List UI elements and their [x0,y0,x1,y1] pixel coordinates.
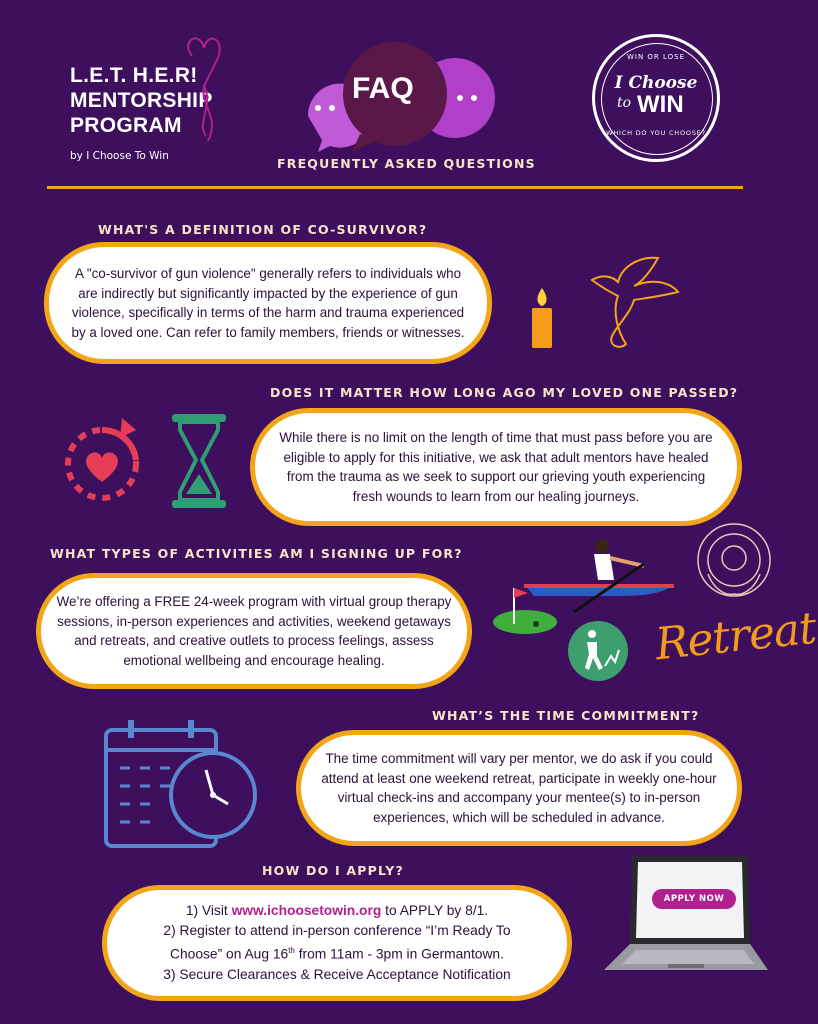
meditation-icon [696,514,776,604]
apply-steps [163,901,510,985]
question-time-passed: DOES IT MATTER HOW LONG AGO MY LOVED ONE PASSED? [270,385,739,400]
laptop-icon [600,852,770,980]
heart-script-icon [180,26,230,146]
question-time-commitment: WHAT’S THE TIME COMMITMENT? [432,708,700,723]
apply-step-2a: 2) Register to attend in-person conference “I’m Ready To [163,923,511,939]
brand-title: L.E.T. H.E.R! MENTORSHIP PROGRAM [70,64,213,137]
golf-icon [492,582,558,636]
faq-label: FAQ [352,72,414,105]
answer-time-passed: While there is no limit on the length of time that must pass before you are eligible to apply for this initiative, we ask that adult mentors have healed from the trauma as we seek to support our grieving youth experiencing fresh wounds to learn from our healing journeys. [250,408,742,526]
apply-step-1: 1) Visit www.ichoosetowin.org to APPLY by 8/1. [185,903,489,919]
question-how-to-apply: HOW DO I APPLY? [262,863,404,878]
divider [47,186,743,189]
question-activities: WHAT TYPES OF ACTIVITIES AM I SIGNING UP FOR? [50,546,463,561]
question-co-survivor: WHAT'S A DEFINITION OF CO-SURVIVOR? [98,222,428,237]
retreat-script: Retreat [652,602,818,671]
clock-icon [166,748,260,842]
faq-subtitle: FREQUENTLY ASKED QUESTIONS [277,156,536,171]
apply-step-3: 3) Secure Clearances & Receive Acceptance Notification [163,966,511,982]
brand-subtitle: by I Choose To Win [70,150,169,162]
answer-time-commitment: The time commitment will vary per mentor, we do ask if you could attend at least one weekend retreat, participate in weekly one-hour virtual check-ins and accompany your mentee(s) to in-person experiences, which will be scheduled in advance. [296,730,742,846]
candle-icon [527,286,557,350]
apply-step-2b: Choose” on Aug 16th from 11am - 3pm in Germantown. [170,946,504,962]
heart-cycle-icon [58,416,150,508]
answer-how-to-apply [102,885,572,1001]
answer-co-survivor: A "co-survivor of gun violence" generally refers to individuals who are indirectly but significantly impacted by the experience of gun violence, specifically in terms of the harm and trauma experienced by a loved one. Can refer to family members, friends or witnesses. [44,242,492,364]
website-link[interactable]: www.ichoosetowin.org [231,903,382,919]
answer-activities: We’re offering a FREE 24-week program with virtual group therapy sessions, in-person experiences and activities, weekend getaways and retreats, and creative outlets to process feelings, assess emotional wellbeing and encourage healing. [36,573,472,689]
dove-icon [582,252,684,354]
hourglass-icon [170,412,228,510]
apply-now-button[interactable]: APPLY NOW [652,889,736,909]
brand-logo: WIN OR LOSE I Choose to WIN WHICH DO YOU CHOOSE? [592,34,720,162]
hiking-icon [567,620,629,682]
